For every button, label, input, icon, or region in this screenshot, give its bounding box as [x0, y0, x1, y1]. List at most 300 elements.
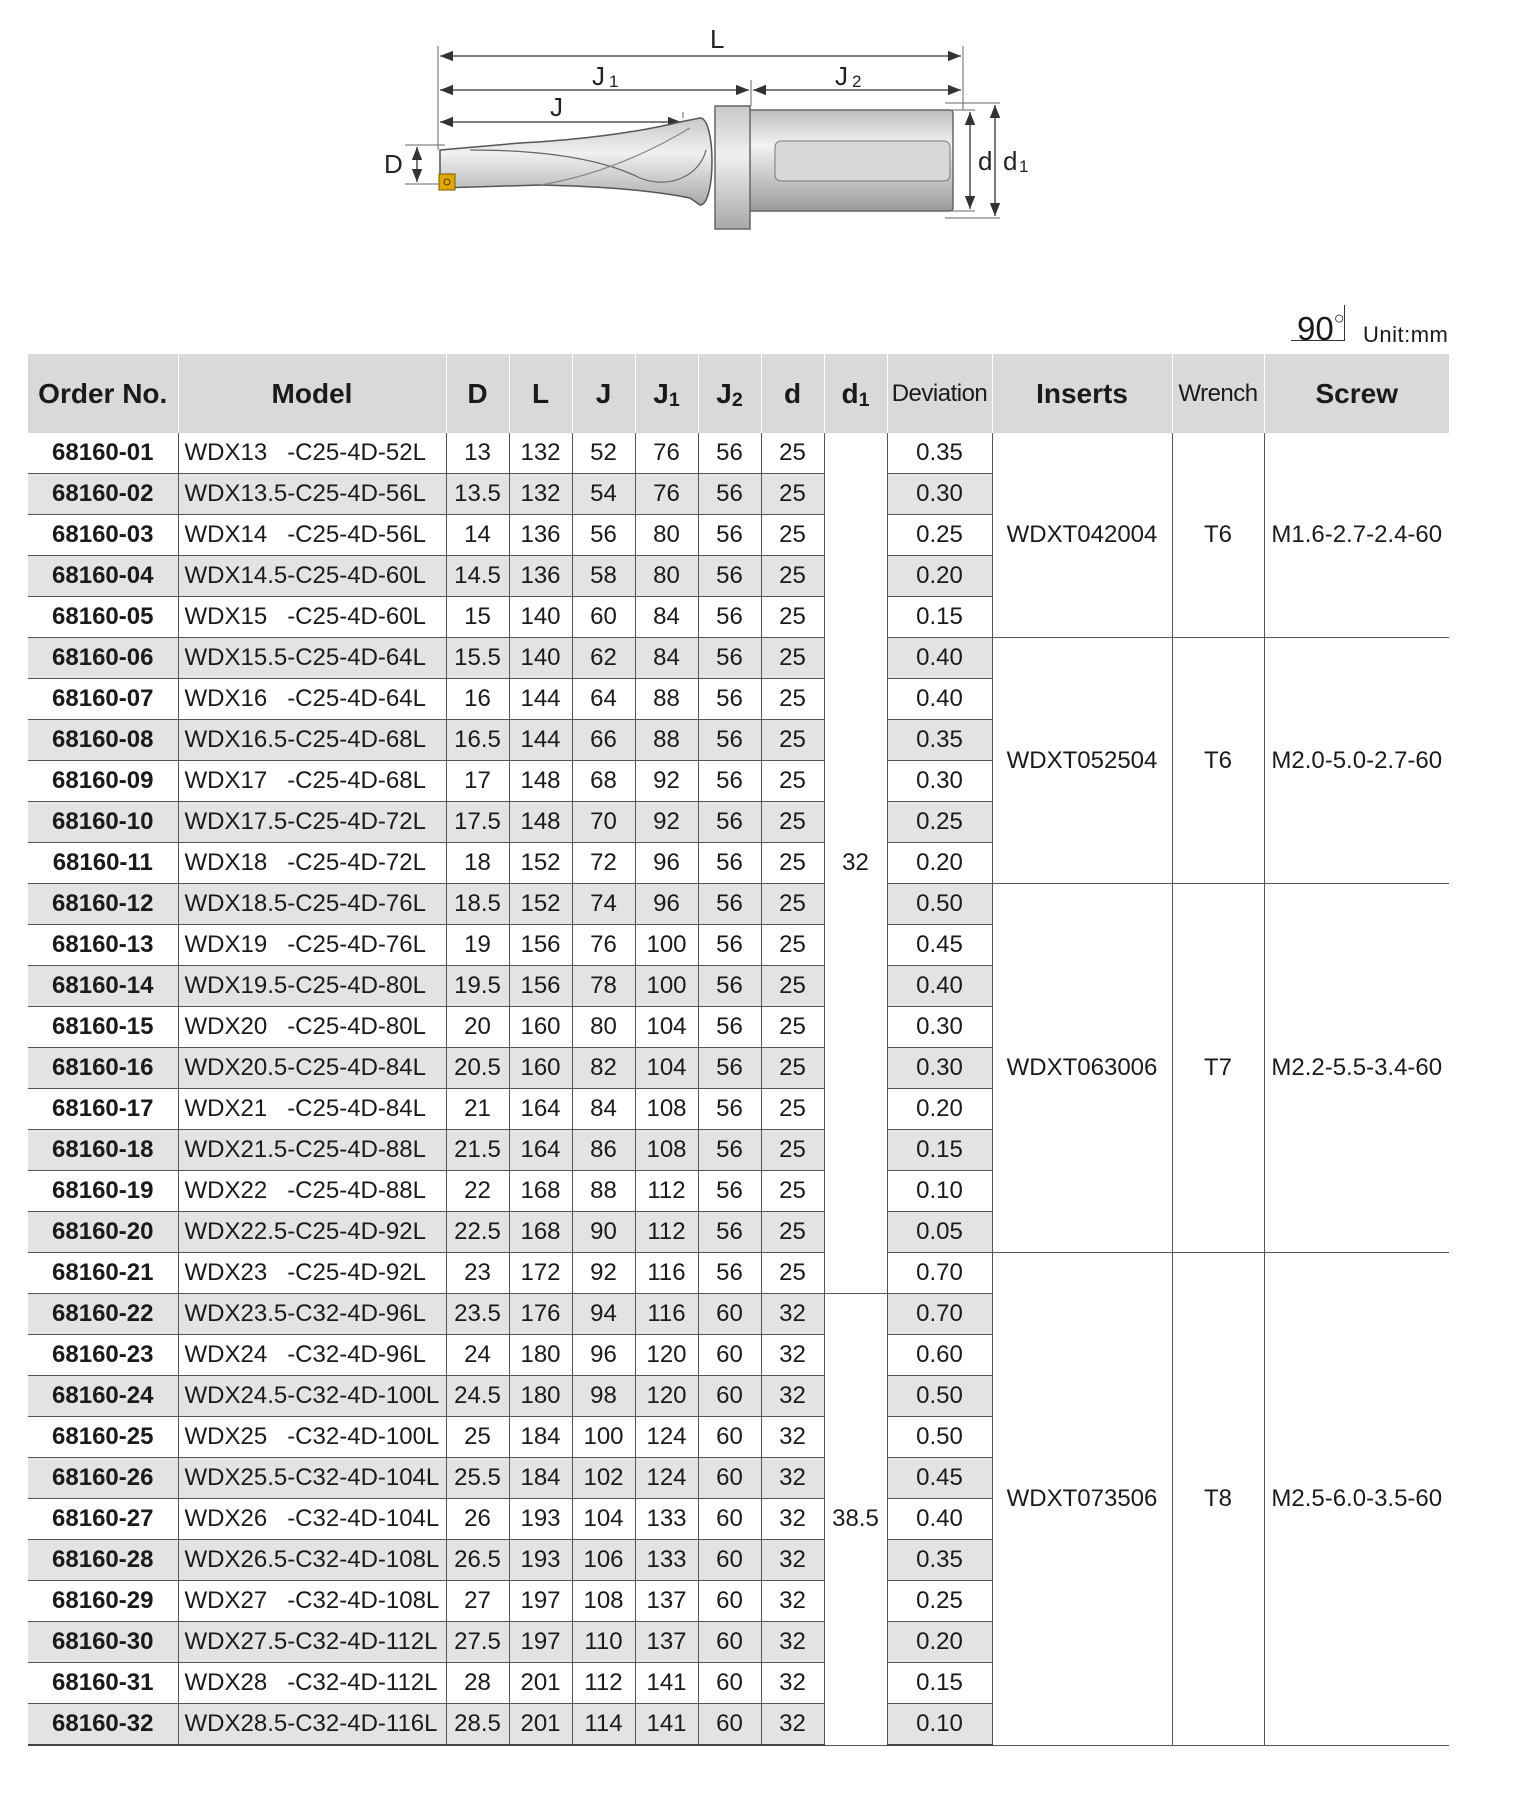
header-11: Wrench [1172, 354, 1264, 433]
cell-d: 32 [761, 1540, 824, 1581]
table-row [28, 638, 1449, 679]
cell-L: 201 [509, 1704, 572, 1746]
cell-order-no: 68160-09 [28, 761, 178, 802]
cell-model: WDX26 -C32-4D-104L [178, 1499, 446, 1540]
cell-D: 28.5 [446, 1704, 509, 1746]
cell-J1: 76 [635, 433, 698, 474]
cell-J2: 56 [698, 966, 761, 1007]
cell-model: WDX14.5-C25-4D-60L [178, 556, 446, 597]
cell-model: WDX15 -C25-4D-60L [178, 597, 446, 638]
cell-order-no: 68160-11 [28, 843, 178, 884]
cell-L: 168 [509, 1171, 572, 1212]
cell-inserts: WDXT073506 [992, 1253, 1172, 1746]
cell-model: WDX21.5-C25-4D-88L [178, 1130, 446, 1171]
cell-wrench: T6 [1172, 433, 1264, 638]
cell-J2: 56 [698, 1048, 761, 1089]
cell-d: 32 [761, 1294, 824, 1335]
header-6: $J_2$ [698, 354, 761, 433]
cell-deviation: 0.50 [887, 1376, 992, 1417]
cell-L: 140 [509, 638, 572, 679]
cell-wrench: T8 [1172, 1253, 1264, 1746]
cell-J2: 56 [698, 638, 761, 679]
cell-L: 136 [509, 556, 572, 597]
cell-J: 70 [572, 802, 635, 843]
cell-d: 32 [761, 1581, 824, 1622]
cell-J1: 92 [635, 761, 698, 802]
cell-deviation: 0.40 [887, 1499, 992, 1540]
header-4: J [572, 354, 635, 433]
cell-deviation: 0.45 [887, 1458, 992, 1499]
cell-d: 32 [761, 1335, 824, 1376]
cell-deviation: 0.30 [887, 761, 992, 802]
cell-D: 19 [446, 925, 509, 966]
cell-d: 25 [761, 1007, 824, 1048]
cell-deviation: 0.30 [887, 474, 992, 515]
cell-J1: 84 [635, 638, 698, 679]
header-2: D [446, 354, 509, 433]
cell-L: 152 [509, 843, 572, 884]
table-row [28, 884, 1449, 925]
label-J2: J [835, 61, 848, 91]
cell-J1: 100 [635, 925, 698, 966]
cell-D: 19.5 [446, 966, 509, 1007]
cell-order-no: 68160-28 [28, 1540, 178, 1581]
cell-J2: 56 [698, 433, 761, 474]
cell-J2: 56 [698, 925, 761, 966]
cell-D: 17.5 [446, 802, 509, 843]
cell-deviation: 0.20 [887, 556, 992, 597]
cell-J1: 76 [635, 474, 698, 515]
cell-J1: 80 [635, 556, 698, 597]
cell-model: WDX19 -C25-4D-76L [178, 925, 446, 966]
cell-D: 20.5 [446, 1048, 509, 1089]
cell-model: WDX18.5-C25-4D-76L [178, 884, 446, 925]
cell-D: 24.5 [446, 1376, 509, 1417]
cell-L: 132 [509, 433, 572, 474]
cell-J2: 56 [698, 1253, 761, 1294]
cell-J2: 60 [698, 1499, 761, 1540]
cell-J2: 56 [698, 1212, 761, 1253]
label-D: D [384, 149, 403, 179]
cell-d1: 38.5 [824, 1294, 887, 1746]
cell-L: 197 [509, 1622, 572, 1663]
cell-model: WDX28 -C32-4D-112L [178, 1663, 446, 1704]
cell-L: 197 [509, 1581, 572, 1622]
cell-screw: M1.6-2.7-2.4-60 [1264, 433, 1449, 638]
cell-J2: 56 [698, 720, 761, 761]
label-d: d [978, 146, 993, 176]
cell-order-no: 68160-02 [28, 474, 178, 515]
cell-D: 23.5 [446, 1294, 509, 1335]
cell-L: 144 [509, 679, 572, 720]
cell-J2: 56 [698, 1089, 761, 1130]
cell-order-no: 68160-20 [28, 1212, 178, 1253]
cell-inserts: WDXT052504 [992, 638, 1172, 884]
cell-d: 32 [761, 1704, 824, 1746]
cell-L: 193 [509, 1540, 572, 1581]
cell-J1: 96 [635, 884, 698, 925]
cell-D: 18 [446, 843, 509, 884]
cell-d: 32 [761, 1622, 824, 1663]
cell-J2: 56 [698, 597, 761, 638]
cell-J: 82 [572, 1048, 635, 1089]
cell-J2: 56 [698, 802, 761, 843]
cell-d: 25 [761, 1130, 824, 1171]
cell-J2: 56 [698, 843, 761, 884]
header-0: Order No. [28, 354, 178, 433]
cell-order-no: 68160-29 [28, 1581, 178, 1622]
header-12: Screw [1264, 354, 1449, 433]
cell-J1: 80 [635, 515, 698, 556]
table-row [28, 1253, 1449, 1294]
cell-J2: 56 [698, 515, 761, 556]
cell-J: 54 [572, 474, 635, 515]
cell-order-no: 68160-15 [28, 1007, 178, 1048]
cell-D: 16 [446, 679, 509, 720]
cell-J2: 56 [698, 556, 761, 597]
cell-order-no: 68160-10 [28, 802, 178, 843]
cell-deviation: 0.25 [887, 1581, 992, 1622]
cell-D: 28 [446, 1663, 509, 1704]
cell-J: 80 [572, 1007, 635, 1048]
cell-J1: 88 [635, 679, 698, 720]
cell-deviation: 0.10 [887, 1171, 992, 1212]
cell-L: 144 [509, 720, 572, 761]
cell-J1: 116 [635, 1253, 698, 1294]
specification-table [28, 354, 1449, 1746]
cell-deviation: 0.50 [887, 884, 992, 925]
cell-J1: 120 [635, 1376, 698, 1417]
cell-J2: 60 [698, 1622, 761, 1663]
cell-deviation: 0.40 [887, 679, 992, 720]
cell-J: 90 [572, 1212, 635, 1253]
cell-J: 88 [572, 1171, 635, 1212]
point-angle-indicator [1291, 305, 1345, 347]
cell-deviation: 0.15 [887, 1130, 992, 1171]
cell-deviation: 0.15 [887, 597, 992, 638]
cell-order-no: 68160-03 [28, 515, 178, 556]
cell-D: 27.5 [446, 1622, 509, 1663]
cell-D: 15 [446, 597, 509, 638]
cell-deviation: 0.20 [887, 843, 992, 884]
cell-J2: 56 [698, 1007, 761, 1048]
cell-J1: 133 [635, 1499, 698, 1540]
cell-deviation: 0.50 [887, 1417, 992, 1458]
cell-L: 176 [509, 1294, 572, 1335]
cell-model: WDX18 -C25-4D-72L [178, 843, 446, 884]
cell-L: 152 [509, 884, 572, 925]
cell-J2: 56 [698, 884, 761, 925]
cell-J1: 108 [635, 1089, 698, 1130]
cell-J: 98 [572, 1376, 635, 1417]
cell-J2: 60 [698, 1376, 761, 1417]
cell-J: 62 [572, 638, 635, 679]
cell-d: 25 [761, 638, 824, 679]
cell-order-no: 68160-05 [28, 597, 178, 638]
cell-D: 23 [446, 1253, 509, 1294]
cell-order-no: 68160-24 [28, 1376, 178, 1417]
cell-model: WDX27 -C32-4D-108L [178, 1581, 446, 1622]
cell-D: 22 [446, 1171, 509, 1212]
cell-deviation: 0.15 [887, 1663, 992, 1704]
cell-J2: 56 [698, 679, 761, 720]
cell-order-no: 68160-06 [28, 638, 178, 679]
cell-D: 20 [446, 1007, 509, 1048]
cell-order-no: 68160-30 [28, 1622, 178, 1663]
cell-J: 104 [572, 1499, 635, 1540]
label-J2-sub: 2 [852, 72, 862, 91]
cell-screw: M2.0-5.0-2.7-60 [1264, 638, 1449, 884]
cell-J: 72 [572, 843, 635, 884]
cell-J: 60 [572, 597, 635, 638]
cell-L: 136 [509, 515, 572, 556]
header-10: Inserts [992, 354, 1172, 433]
header-9: Deviation [887, 354, 992, 433]
cell-J: 92 [572, 1253, 635, 1294]
cell-deviation: 0.30 [887, 1007, 992, 1048]
cell-J2: 60 [698, 1581, 761, 1622]
cell-J: 66 [572, 720, 635, 761]
cell-J2: 56 [698, 761, 761, 802]
cell-d: 25 [761, 1171, 824, 1212]
cell-model: WDX26.5-C32-4D-108L [178, 1540, 446, 1581]
cell-J2: 60 [698, 1663, 761, 1704]
cell-D: 21 [446, 1089, 509, 1130]
cell-d: 25 [761, 925, 824, 966]
cell-L: 164 [509, 1089, 572, 1130]
label-J1-sub: 1 [609, 72, 619, 91]
cell-d: 25 [761, 843, 824, 884]
cell-d: 25 [761, 597, 824, 638]
cell-J1: 100 [635, 966, 698, 1007]
cell-d: 25 [761, 884, 824, 925]
cell-model: WDX14 -C25-4D-56L [178, 515, 446, 556]
cell-D: 24 [446, 1335, 509, 1376]
cell-J1: 108 [635, 1130, 698, 1171]
header-5: $J_1$ [635, 354, 698, 433]
drill-illustration [439, 106, 953, 229]
cell-J: 84 [572, 1089, 635, 1130]
cell-J: 78 [572, 966, 635, 1007]
cell-J: 76 [572, 925, 635, 966]
cell-order-no: 68160-01 [28, 433, 178, 474]
cell-d: 25 [761, 761, 824, 802]
cell-model: WDX25.5-C32-4D-104L [178, 1458, 446, 1499]
cell-deviation: 0.20 [887, 1622, 992, 1663]
cell-D: 14 [446, 515, 509, 556]
cell-deviation: 0.45 [887, 925, 992, 966]
cell-J: 56 [572, 515, 635, 556]
cell-J: 110 [572, 1622, 635, 1663]
cell-J1: 124 [635, 1458, 698, 1499]
cell-d: 25 [761, 474, 824, 515]
cell-deviation: 0.20 [887, 1089, 992, 1130]
cell-J: 58 [572, 556, 635, 597]
label-d1-sub: 1 [1019, 157, 1029, 176]
cell-d: 25 [761, 556, 824, 597]
cell-J1: 96 [635, 843, 698, 884]
cell-d: 25 [761, 515, 824, 556]
cell-order-no: 68160-16 [28, 1048, 178, 1089]
cell-J2: 60 [698, 1540, 761, 1581]
cell-deviation: 0.40 [887, 966, 992, 1007]
cell-deviation: 0.25 [887, 515, 992, 556]
cell-order-no: 68160-19 [28, 1171, 178, 1212]
cell-order-no: 68160-14 [28, 966, 178, 1007]
cell-model: WDX22.5-C25-4D-92L [178, 1212, 446, 1253]
cell-J2: 60 [698, 1417, 761, 1458]
cell-deviation: 0.35 [887, 1540, 992, 1581]
cell-L: 160 [509, 1007, 572, 1048]
cell-J2: 60 [698, 1458, 761, 1499]
cell-model: WDX13 -C25-4D-52L [178, 433, 446, 474]
cell-L: 148 [509, 802, 572, 843]
cell-order-no: 68160-17 [28, 1089, 178, 1130]
cell-model: WDX25 -C32-4D-100L [178, 1417, 446, 1458]
table-header-row [28, 354, 1449, 433]
cell-J2: 56 [698, 1130, 761, 1171]
cell-J: 86 [572, 1130, 635, 1171]
cell-L: 184 [509, 1417, 572, 1458]
cell-L: 180 [509, 1376, 572, 1417]
cell-order-no: 68160-04 [28, 556, 178, 597]
cell-model: WDX13.5-C25-4D-56L [178, 474, 446, 515]
cell-D: 21.5 [446, 1130, 509, 1171]
cell-order-no: 68160-21 [28, 1253, 178, 1294]
cell-J1: 120 [635, 1335, 698, 1376]
cell-deviation: 0.70 [887, 1253, 992, 1294]
cell-deviation: 0.10 [887, 1704, 992, 1746]
cell-order-no: 68160-13 [28, 925, 178, 966]
drill-dimension-diagram [0, 0, 1528, 250]
angle-value: 90 [1297, 310, 1334, 347]
cell-J1: 141 [635, 1704, 698, 1746]
cell-J1: 92 [635, 802, 698, 843]
cell-J1: 137 [635, 1581, 698, 1622]
cell-d: 32 [761, 1663, 824, 1704]
cell-J: 100 [572, 1417, 635, 1458]
label-d1: d [1003, 146, 1018, 176]
cell-d: 25 [761, 1048, 824, 1089]
cell-L: 132 [509, 474, 572, 515]
cell-d: 25 [761, 679, 824, 720]
label-J1: J [592, 61, 605, 91]
cell-L: 201 [509, 1663, 572, 1704]
cell-J2: 60 [698, 1294, 761, 1335]
cell-J2: 60 [698, 1704, 761, 1746]
cell-L: 160 [509, 1048, 572, 1089]
cell-model: WDX20 -C25-4D-80L [178, 1007, 446, 1048]
cell-model: WDX23 -C25-4D-92L [178, 1253, 446, 1294]
cell-model: WDX16.5-C25-4D-68L [178, 720, 446, 761]
cell-L: 156 [509, 925, 572, 966]
cell-deviation: 0.40 [887, 638, 992, 679]
cell-J2: 56 [698, 474, 761, 515]
label-J: J [550, 92, 563, 122]
cell-D: 22.5 [446, 1212, 509, 1253]
cell-d: 32 [761, 1499, 824, 1540]
cell-D: 15.5 [446, 638, 509, 679]
cell-d: 32 [761, 1458, 824, 1499]
cell-d1: 32 [824, 433, 887, 1294]
cell-L: 193 [509, 1499, 572, 1540]
cell-J1: 112 [635, 1212, 698, 1253]
cell-model: WDX21 -C25-4D-84L [178, 1089, 446, 1130]
cell-J2: 60 [698, 1335, 761, 1376]
cell-L: 184 [509, 1458, 572, 1499]
cell-d: 25 [761, 1253, 824, 1294]
cell-model: WDX27.5-C32-4D-112L [178, 1622, 446, 1663]
cell-J1: 84 [635, 597, 698, 638]
unit-label: Unit:mm [1363, 322, 1449, 347]
cell-J: 96 [572, 1335, 635, 1376]
cell-wrench: T7 [1172, 884, 1264, 1253]
cell-order-no: 68160-26 [28, 1458, 178, 1499]
cell-deviation: 0.05 [887, 1212, 992, 1253]
cell-deviation: 0.30 [887, 1048, 992, 1089]
cell-model: WDX28.5-C32-4D-116L [178, 1704, 446, 1746]
cell-order-no: 68160-22 [28, 1294, 178, 1335]
label-L: L [710, 24, 725, 54]
cell-deviation: 0.70 [887, 1294, 992, 1335]
cell-d: 25 [761, 802, 824, 843]
degree-icon: ○ [1333, 308, 1345, 328]
cell-J1: 124 [635, 1417, 698, 1458]
cell-d: 25 [761, 433, 824, 474]
cell-L: 140 [509, 597, 572, 638]
header-7: d [761, 354, 824, 433]
cell-J1: 141 [635, 1663, 698, 1704]
cell-wrench: T6 [1172, 638, 1264, 884]
cell-model: WDX20.5-C25-4D-84L [178, 1048, 446, 1089]
cell-L: 168 [509, 1212, 572, 1253]
cell-J: 94 [572, 1294, 635, 1335]
cell-J1: 133 [635, 1540, 698, 1581]
cell-d: 32 [761, 1376, 824, 1417]
header-3: L [509, 354, 572, 433]
cell-D: 13 [446, 433, 509, 474]
cell-screw: M2.2-5.5-3.4-60 [1264, 884, 1449, 1253]
cell-L: 180 [509, 1335, 572, 1376]
cell-J: 108 [572, 1581, 635, 1622]
cell-model: WDX17.5-C25-4D-72L [178, 802, 446, 843]
cell-D: 25.5 [446, 1458, 509, 1499]
cell-order-no: 68160-08 [28, 720, 178, 761]
cell-J2: 56 [698, 1171, 761, 1212]
cell-D: 26.5 [446, 1540, 509, 1581]
cell-inserts: WDXT063006 [992, 884, 1172, 1253]
cell-order-no: 68160-25 [28, 1417, 178, 1458]
cell-J1: 137 [635, 1622, 698, 1663]
cell-order-no: 68160-12 [28, 884, 178, 925]
cell-J1: 104 [635, 1007, 698, 1048]
cell-deviation: 0.25 [887, 802, 992, 843]
cell-model: WDX22 -C25-4D-88L [178, 1171, 446, 1212]
header-8: $d_1$ [824, 354, 887, 433]
cell-L: 148 [509, 761, 572, 802]
cell-J1: 104 [635, 1048, 698, 1089]
cell-order-no: 68160-31 [28, 1663, 178, 1704]
cell-d: 25 [761, 1089, 824, 1130]
cell-J: 52 [572, 433, 635, 474]
cell-D: 14.5 [446, 556, 509, 597]
cell-order-no: 68160-27 [28, 1499, 178, 1540]
cell-model: WDX23.5-C32-4D-96L [178, 1294, 446, 1335]
cell-order-no: 68160-18 [28, 1130, 178, 1171]
cell-D: 26 [446, 1499, 509, 1540]
cell-D: 27 [446, 1581, 509, 1622]
cell-model: WDX16 -C25-4D-64L [178, 679, 446, 720]
